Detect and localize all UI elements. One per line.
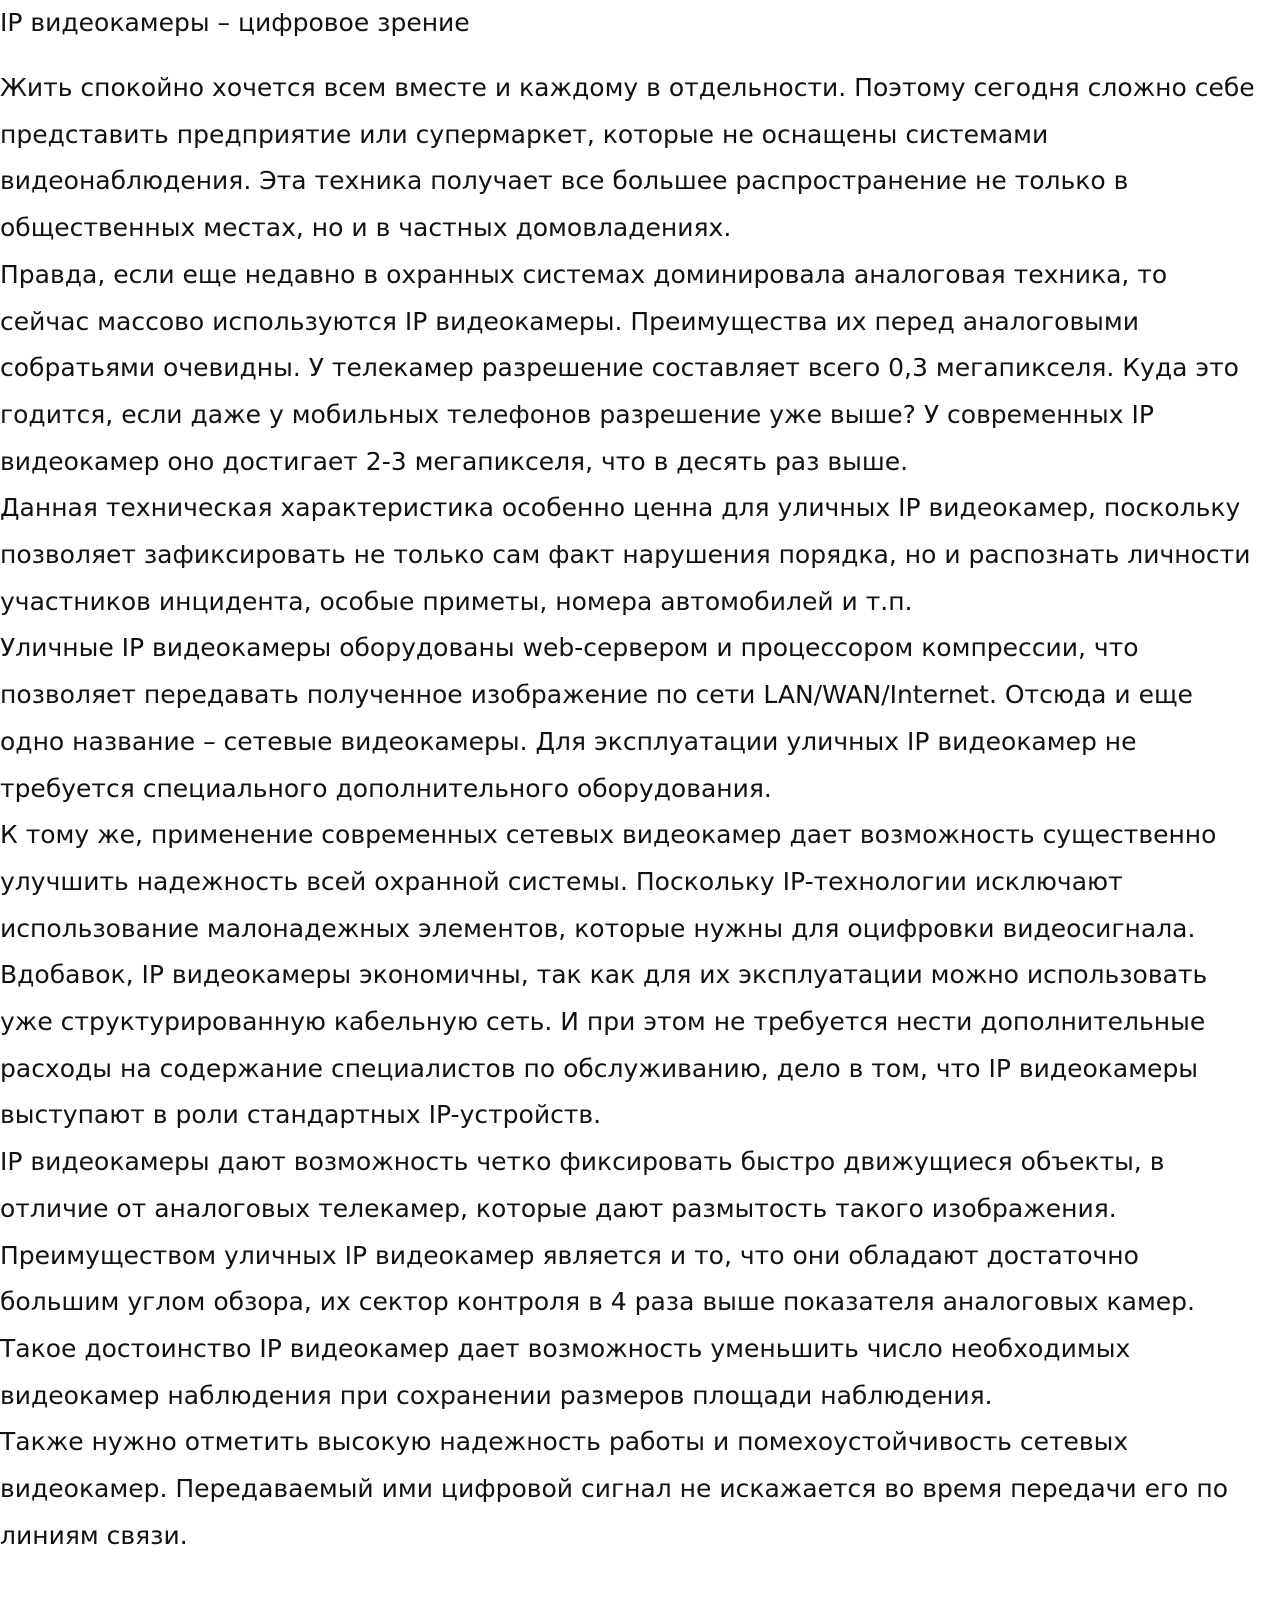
paragraph: Преимуществом уличных IP видеокамер является и то, что они обладают достаточно большим углом обзора, их сектор контроля в 4 раза выше показателя аналоговых камер. xyxy=(0,1240,1195,1317)
article xyxy=(0,6,1262,1560)
paragraph: Такое достоинство IP видеокамер дает возможность уменьшить число необходимых видеокамер наблюдения при сохранении размеров площади наблюдения. xyxy=(0,1333,1131,1410)
paragraph: Уличные IP видеокамеры оборудованы web-сервером и процессором компрессии, что позволяет передавать полученное изображение по сети LAN/WAN/Internet. Отсюда и еще одно название – сетевые видеокамеры. Для эксплуатации уличных IP видеокамер не требуется специального дополнительного оборудования. xyxy=(0,633,1193,803)
paragraph: Данная техническая характеристика особенно ценна для уличных IP видеокамер, поскольку позволяет зафиксировать не только сам факт нарушения порядка, но и распознать личности участников инцидента, особые приметы, номера автомобилей и т.п. xyxy=(0,493,1251,616)
paragraph: Правда, если еще недавно в охранных системах доминировала аналоговая техника, то сейчас массово используются IP видеокамеры. Преимущества их перед аналоговыми собратьями очевидны. У телекамер разрешение составляет всего 0,3 мегапикселя. Куда это годится, если даже у мобильных телефонов разрешение уже выше? У современных IP видеокамер оно достигает 2-3 мегапикселя, что в десять раз выше. xyxy=(0,259,1239,476)
paragraph: Вдобавок, IP видеокамеры экономичны, так как для их эксплуатации можно использовать уже структурированную кабельную сеть. И при этом не требуется нести дополнительные расходы на содержание специалистов по обслуживанию, дело в том, что IP видеокамеры выступают в роли стандартных IP-устройств. xyxy=(0,960,1208,1130)
paragraph: К тому же, применение современных сетевых видеокамер дает возможность существенно улучшить надежность всей охранной системы. Поскольку IP-технологии исключают использование малонадежных элементов, которые нужны для оцифровки видеосигнала. xyxy=(0,820,1217,943)
article-title: IP видеокамеры – цифровое зрение xyxy=(0,8,470,37)
article-body xyxy=(0,65,1262,1560)
paragraph: Также нужно отметить высокую надежность работы и помехоустойчивость сетевых видеокамер. Передаваемый ими цифровой сигнал не искажается во время передачи его по линиям связи. xyxy=(0,1427,1229,1550)
paragraph: IP видеокамеры дают возможность четко фиксировать быстро движущиеся объекты, в отличие от аналоговых телекамер, которые дают размытость такого изображения. xyxy=(0,1147,1165,1223)
paragraph: Жить спокойно хочется всем вместе и каждому в отдельности. Поэтому сегодня сложно себе представить предприятие или супермаркет, которые не оснащены системами видеонаблюдения. Эта техника получает все большее распространение не только в общественных местах, но и в частных домовладениях. xyxy=(0,73,1255,243)
